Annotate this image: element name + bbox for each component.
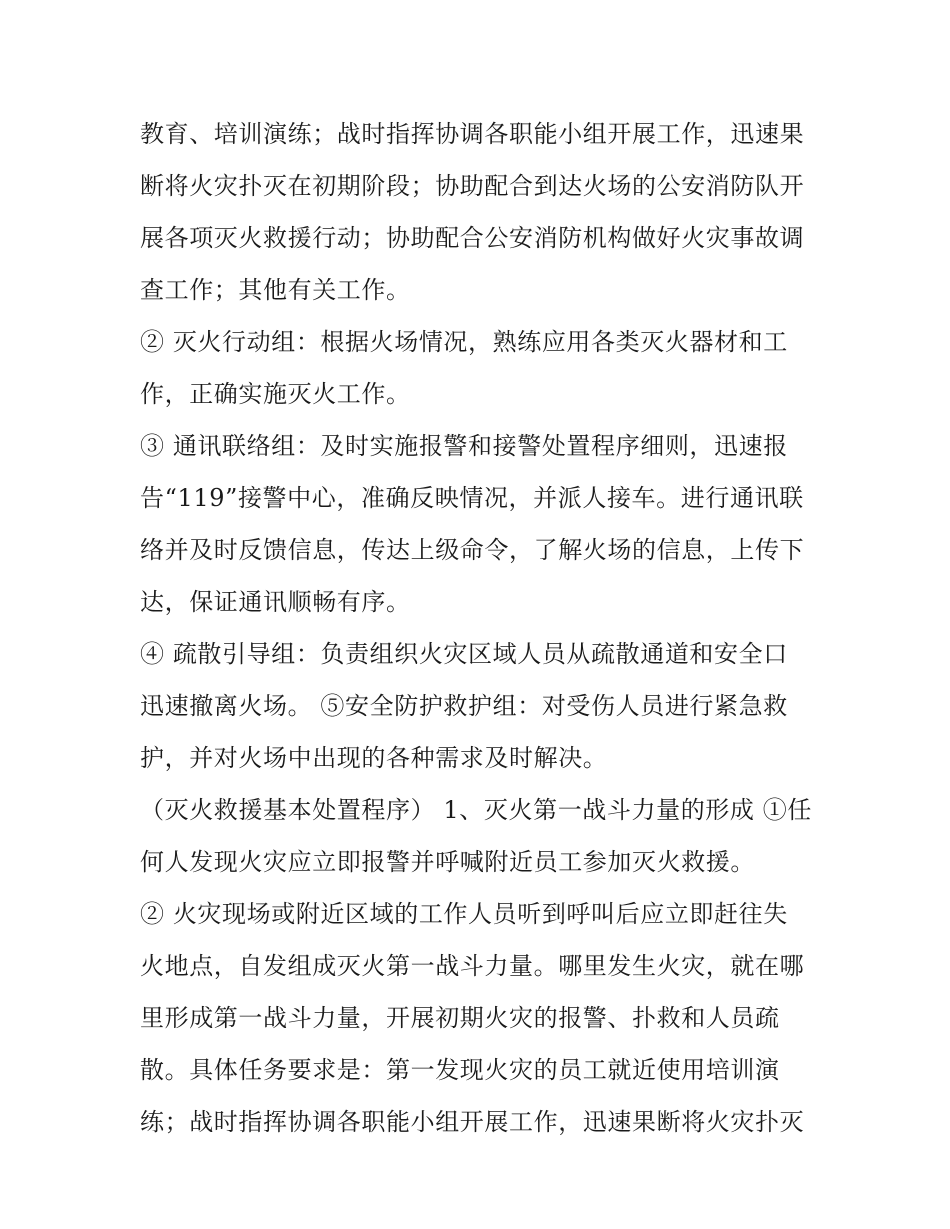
text-line: （灭火救援基本处置程序） 1、灭火第一战斗力量的形成 ①任 bbox=[140, 796, 812, 824]
text-line: ④ 疏散引导组：负责组织火灾区域人员从疏散通道和安全口 bbox=[140, 640, 788, 668]
document-body bbox=[140, 108, 812, 1148]
text-line: 里形成第一战斗力量，开展初期火灾的报警、扑救和人员疏 bbox=[140, 1004, 780, 1032]
text-line: 断将火灾扑灭在初期阶段；协助配合到达火场的公安消防队开 bbox=[140, 172, 805, 200]
text-line: 火地点，自发组成灭火第一战斗力量。哪里发生火灾，就在哪 bbox=[140, 952, 805, 980]
text-line: 查工作；其他有关工作。 bbox=[140, 276, 411, 304]
text-line: 达，保证通讯顺畅有序。 bbox=[140, 588, 411, 616]
text-line: 散。具体任务要求是：第一发现火灾的员工就近使用培训演 bbox=[140, 1056, 780, 1084]
text-line: 何人发现火灾应立即报警并呼喊附近员工参加灭火救援。 bbox=[140, 848, 755, 876]
text-line: ③ 通讯联络组：及时实施报警和接警处置程序细则，迅速报 bbox=[140, 432, 788, 460]
text-line: 展各项灭火救援行动；协助配合公安消防机构做好火灾事故调 bbox=[140, 224, 805, 252]
text-line: 络并及时反馈信息，传达上级命令，了解火场的信息，上传下 bbox=[140, 536, 805, 564]
text-line: 作，正确实施灭火工作。 bbox=[140, 380, 411, 408]
text-line: 练；战时指挥协调各职能小组开展工作，迅速果断将火灾扑灭 bbox=[140, 1108, 805, 1136]
text-line: 教育、培训演练；战时指挥协调各职能小组开展工作，迅速果 bbox=[140, 120, 805, 148]
text-line: ② 火灾现场或附近区域的工作人员听到呼叫后应立即赶往失 bbox=[140, 900, 788, 928]
text-line: 告“119”接警中心，准确反映情况，并派人接车。进行通讯联 bbox=[140, 484, 804, 512]
text-line: ② 灭火行动组：根据火场情况，熟练应用各类灭火器材和工 bbox=[140, 328, 788, 356]
text-line: 迅速撤离火场。 ⑤安全防护救护组：对受伤人员进行紧急救 bbox=[140, 692, 788, 720]
text-line: 护，并对火场中出现的各种需求及时解决。 bbox=[140, 744, 608, 772]
